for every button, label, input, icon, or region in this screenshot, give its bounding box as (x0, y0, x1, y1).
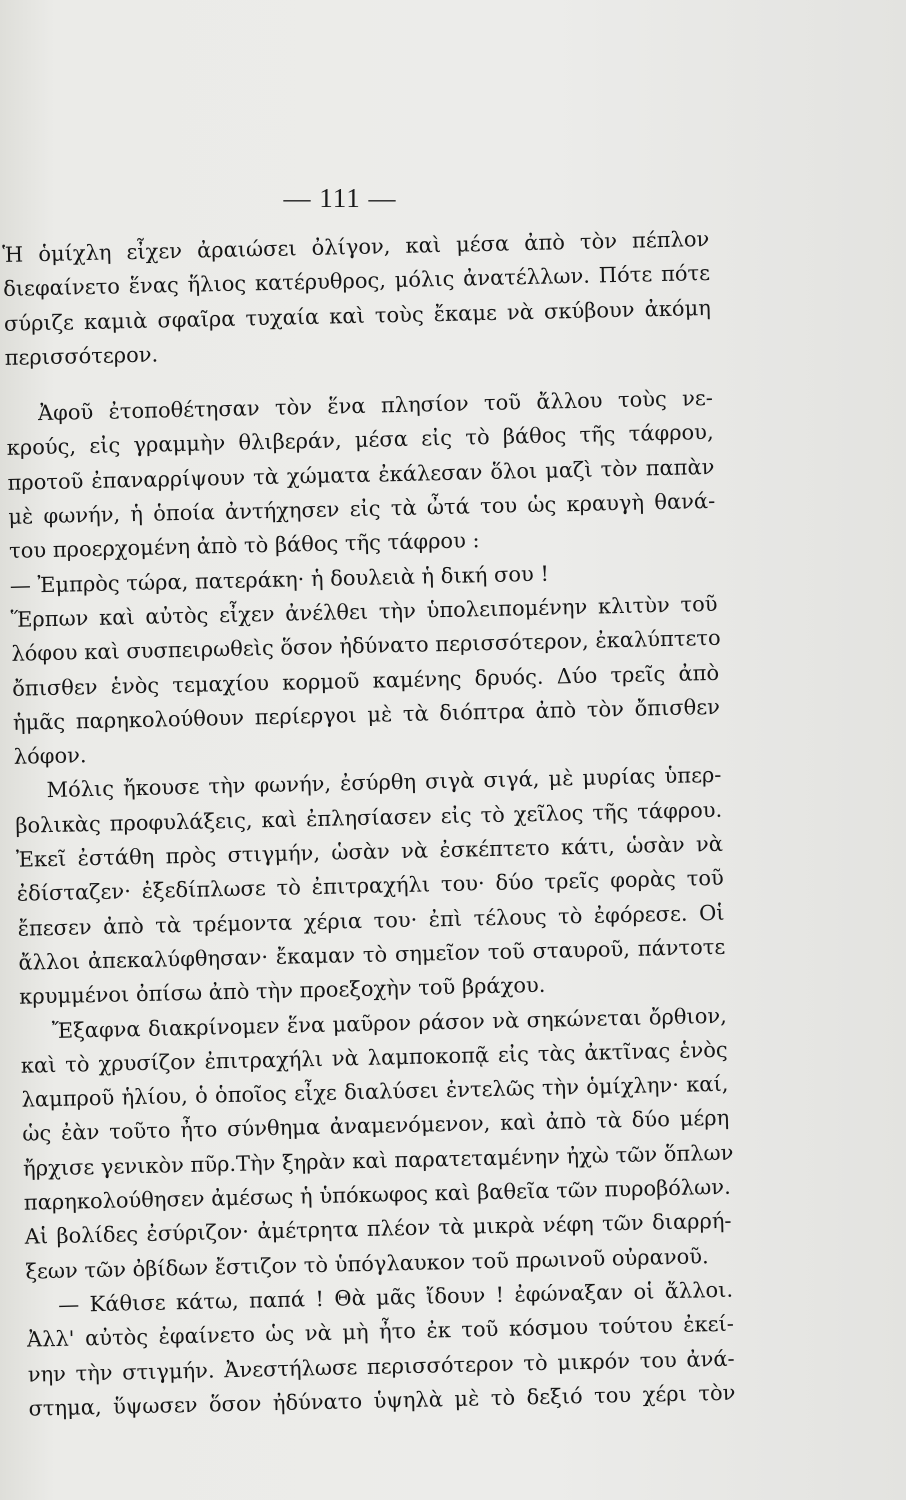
text-line: βολικὰς προφυλάξεις, καὶ ἐπλησίασεν εἰς τὸ χεῖλος τῆς τάφρου. (15, 797, 723, 838)
text-line: — Ἐμπρὸς τώρα, πατεράκη· ἡ δουλειὰ ἡ δική σου ! (9, 561, 550, 598)
text-line: Ἔξαφνα διακρίνομεν ἕνα μαῦρον ράσον νὰ σηκώνεται ὄρθιον, (51, 1003, 728, 1043)
text-line: Ἀλλ' αὐτὸς ἐφαίνετο ὡς νὰ μὴ ἦτο ἐκ τοῦ κόσμου τούτου ἐκεί- (26, 1311, 735, 1352)
page-number: — 111 — (283, 183, 397, 213)
text-line: ἤρχισε γενικὸν πῦρ.Τὴν ξηρὰν καὶ παρατεταμένην ἠχὼ τῶν ὅπλων (22, 1140, 734, 1181)
text-line: λόφου καὶ συσπειρωθεὶς ὅσον ἠδύνατο περισσότερον, ἐκαλύπτετο (11, 626, 721, 667)
text-line: — Κάθισε κάτω, παπά ! Θὰ μᾶς ἴδουν ! ἐφώναξαν οἱ ἄλλοι. (57, 1277, 734, 1317)
text-line: νην τὴν στιγμήν. Ἀνεστήλωσε περισσότερον τὸ μικρόν του ἀνά- (27, 1346, 735, 1387)
text-line: στημα, ὕψωσεν ὅσον ἠδύνατο ὑψηλὰ μὲ τὸ δεξιό του χέρι τὸν (28, 1380, 736, 1421)
text-line: Αἱ βολίδες ἐσύριζον· ἀμέτρητα πλέον τὰ μικρὰ νέφη τῶν διαρρή- (24, 1208, 732, 1250)
text-line: σύριζε καμιὰ σφαῖρα τυχαία καὶ τοὺς ἔκαμε νὰ σκύβουν ἀκόμη (3, 295, 712, 336)
text-line: καὶ τὸ χρυσίζον ἐπιτραχήλι νὰ λαμποκοπᾷ εἰς τὰς ἀκτῖνας ἑνὸς (20, 1037, 728, 1078)
text-line: ἐδίσταζεν· ἐξεδίπλωσε τὸ ἐπιτραχήλι του· δύο τρεῖς φορὰς τοῦ (16, 866, 724, 907)
text-line: περισσότερον. (4, 342, 159, 370)
text-line: ὄπισθεν ἑνὸς τεμαχίου κορμοῦ καμένης δρυός. Δύο τρεῖς ἀπὸ (11, 660, 720, 701)
text-line: ἄλλοι ἀπεκαλύφθησαν· ἔκαμαν τὸ σημεῖον τοῦ σταυροῦ, πάντοτε (18, 934, 726, 975)
text-line: λόφον. (13, 743, 87, 769)
text-line: Ἡ ὁμίχλη εἶχεν ἀραιώσει ὀλίγον, καὶ μέσα ἀπὸ τὸν πέπλον (2, 226, 710, 267)
text-line: παρηκολούθησεν ἀμέσως ἡ ὑπόκωφος καὶ βαθεῖα τῶν πυροβόλων. (23, 1174, 731, 1215)
text-line: του προερχομένη ἀπὸ τὸ βάθος τῆς τάφρου : (8, 528, 480, 564)
text-line: λαμπροῦ ἡλίου, ὁ ὁποῖος εἶχε διαλύσει ἐντελῶς τὴν ὁμίχλην· καί, (21, 1071, 729, 1112)
text-line: ἡμᾶς παρηκολούθουν περίεργοι μὲ τὰ διόπτρα ἀπὸ τὸν ὄπισθεν (12, 694, 721, 735)
text-line: Μόλις ἤκουσε τὴν φωνήν, ἐσύρθη σιγὰ σιγά, μὲ μυρίας ὑπερ- (46, 763, 722, 803)
text-line: μὲ φωνήν, ἡ ὁποία ἀντήχησεν εἰς τὰ ὦτά του ὡς κραυγὴ θανά- (8, 488, 716, 529)
text-line: ἔπεσεν ἀπὸ τὰ τρέμοντα χέρια του· ἐπὶ τέλους τὸ ἐφόρεσε. Οἱ (17, 900, 725, 941)
text-line: Ἐκεῖ ἐστάθη πρὸς στιγμήν, ὡσὰν νὰ ἐσκέπτετο κάτι, ὡσὰν νὰ (15, 831, 724, 872)
text-line: ὡς ἐὰν τοῦτο ἦτο σύνθημα ἀναμενόμενον, καὶ ἀπὸ τὰ δύο μέρη (22, 1106, 730, 1147)
text-line: διεφαίνετο ἕνας ἥλιος κατέρυθρος, μόλις ἀνατέλλων. Πότε πότε (2, 261, 711, 302)
text-line: κρυμμένοι ὀπίσω ἀπὸ τὴν προεξοχὴν τοῦ βράχου. (18, 973, 546, 1009)
text-line: ξεων τῶν ὀβίδων ἔστιζον τὸ ὑπόγλαυκον τοῦ πρωινοῦ οὐρανοῦ. (25, 1243, 709, 1284)
text-line: Ἀφοῦ ἐτοποθέτησαν τὸν ἕνα πλησίον τοῦ ἄλλου τοὺς νε- (37, 386, 714, 426)
text-line: κρούς, εἰς γραμμὴν θλιβεράν, μέσα εἰς τὸ βάθος τῆς τάφρου, (6, 420, 714, 461)
body-text (0, 222, 742, 1426)
text-line: προτοῦ ἐπαναρρίψουν τὰ χώματα ἐκάλεσαν ὅλοι μαζὶ τὸν παπὰν (7, 454, 715, 495)
text-line: Ἕρπων καὶ αὐτὸς εἶχεν ἀνέλθει τὴν ὑπολειπομένην κλιτὺν τοῦ (10, 591, 718, 632)
